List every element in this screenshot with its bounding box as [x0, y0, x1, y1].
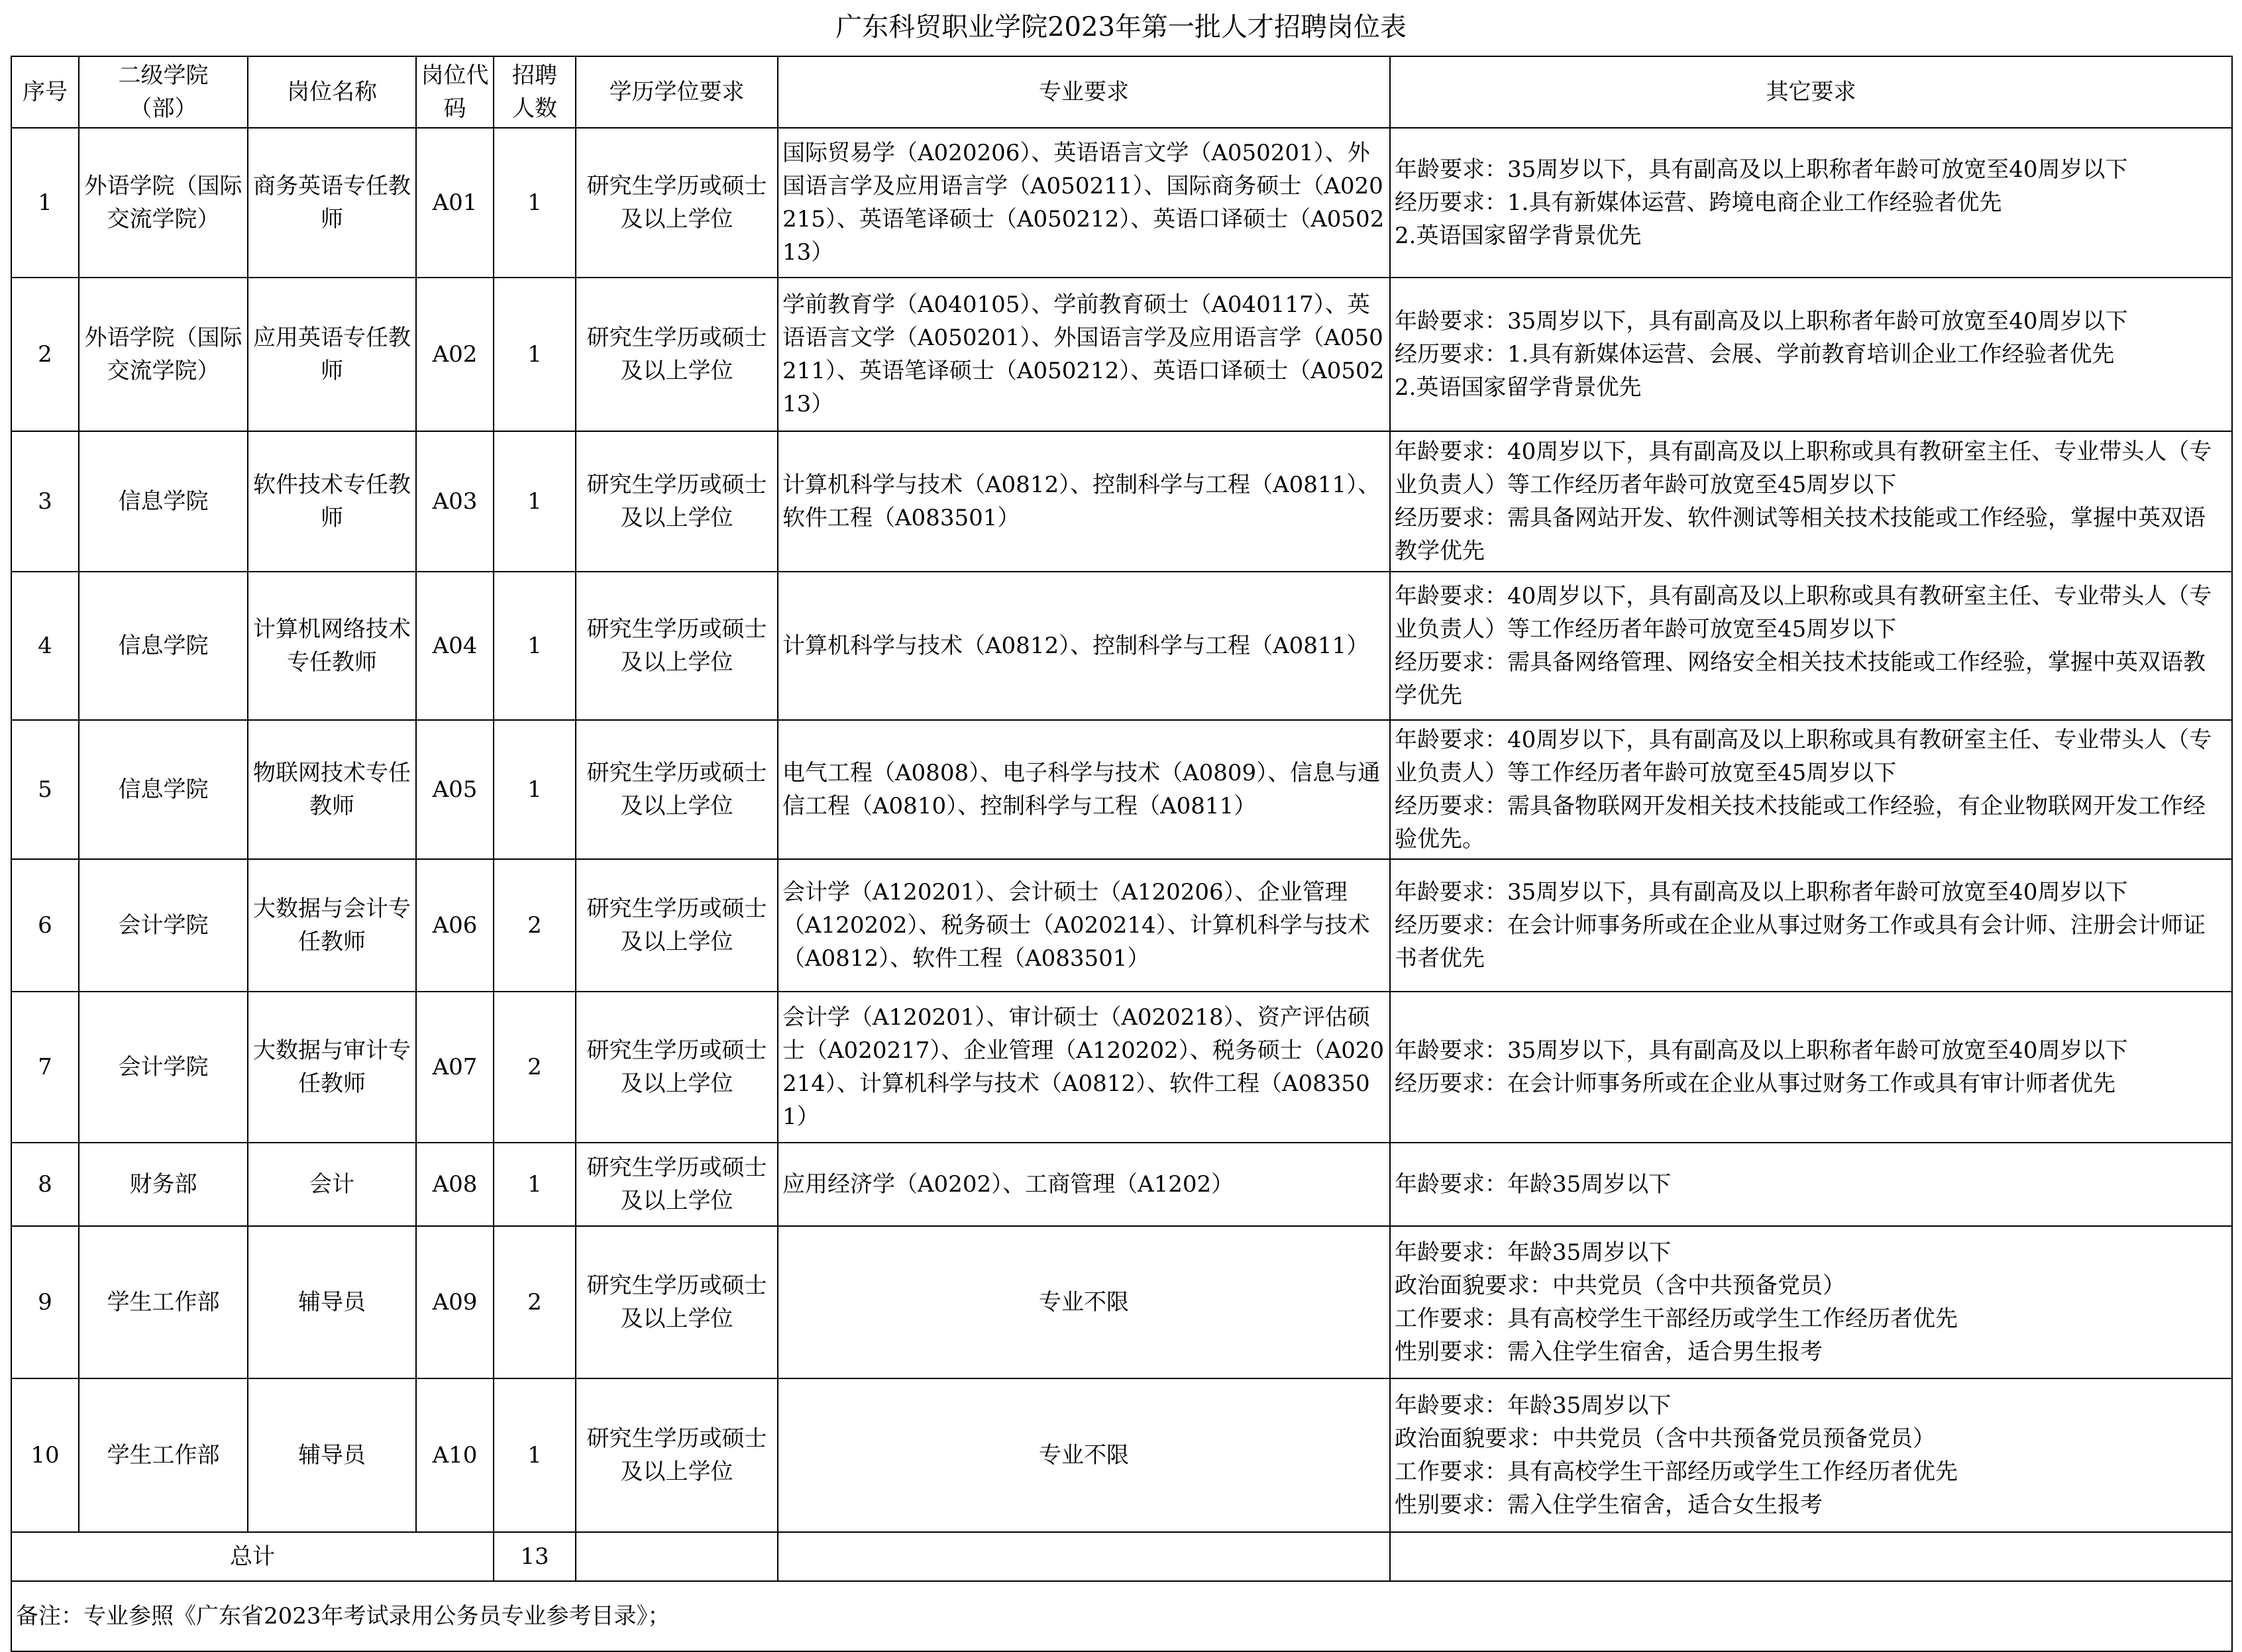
other-line: 年龄要求：35周岁以下，具有副高及以上职称者年龄可放宽至40周岁以下: [1395, 308, 2128, 335]
cell-education: 研究生学历或硕士及以上学位: [576, 128, 778, 278]
other-line: 经历要求：1.具有新媒体运营、跨境电商企业工作经验者优先: [1395, 189, 2002, 216]
other-line: 政治面貌要求：中共党员（含中共预备党员）: [1395, 1272, 1845, 1299]
cell-seq: 7: [11, 992, 79, 1143]
table-row: [11, 1226, 2232, 1378]
cell-other: [1390, 1226, 2232, 1378]
cell-other: [1390, 859, 2232, 992]
cell-count: 1: [494, 431, 576, 572]
other-line: 年龄要求：年龄35周岁以下: [1395, 1171, 1672, 1198]
cell-other: [1390, 720, 2232, 859]
header-seq: 序号: [11, 56, 79, 128]
other-line: 政治面貌要求：中共党员（含中共预备党员预备党员）: [1395, 1425, 1935, 1452]
cell-education: 研究生学历或硕士及以上学位: [576, 720, 778, 859]
other-line: 工作要求：具有高校学生干部经历或学生工作经历者优先: [1395, 1306, 1958, 1332]
other-line: 年龄要求：40周岁以下，具有副高及以上职称或具有教研室主任、专业带头人（专业负责人）等工作经历者年龄可放宽至45周岁以下: [1395, 439, 2212, 498]
other-line: 工作要求：具有高校学生干部经历或学生工作经历者优先: [1395, 1459, 1958, 1485]
cell-position: 商务英语专任教师: [248, 128, 416, 278]
cell-position: 应用英语专任教师: [248, 278, 416, 431]
table-row: [11, 992, 2232, 1143]
other-line: 经历要求：在会计师事务所或在企业从事过财务工作或具有会计师、注册会计师证书者优先: [1395, 912, 2206, 972]
cell-dept: 外语学院（国际交流学院）: [79, 128, 248, 278]
cell-education: 研究生学历或硕士及以上学位: [576, 1143, 778, 1226]
total-label: 总计: [11, 1532, 494, 1581]
cell-education: 研究生学历或硕士及以上学位: [576, 278, 778, 431]
cell-count: 1: [494, 572, 576, 720]
table-row: [11, 431, 2232, 572]
cell-education: 研究生学历或硕士及以上学位: [576, 572, 778, 720]
cell-seq: 10: [11, 1378, 79, 1532]
header-code-line1: 岗位代: [421, 62, 489, 89]
cell-other: [1390, 1143, 2232, 1226]
cell-seq: 3: [11, 431, 79, 572]
cell-dept: 财务部: [79, 1143, 248, 1226]
header-dept: [79, 56, 248, 128]
cell-dept: 外语学院（国际交流学院）: [79, 278, 248, 431]
cell-education: 研究生学历或硕士及以上学位: [576, 431, 778, 572]
other-line: 年龄要求：年龄35周岁以下: [1395, 1392, 1672, 1419]
total-row: [11, 1532, 2232, 1581]
note-text: 备注：专业参照《广东省2023年考试录用公务员专业参考目录》；: [11, 1581, 2232, 1651]
cell-other: [1390, 431, 2232, 572]
cell-position: 大数据与会计专任教师: [248, 859, 416, 992]
header-count-line1: 招聘: [512, 62, 557, 89]
cell-major: 会计学（A120201）、审计硕士（A020218）、资产评估硕士（A020217）、企业管理（A120202）、税务硕士（A020214）、计算机科学与技术（A0812）、软件工程（A083501）: [778, 992, 1390, 1143]
cell-count: 2: [494, 992, 576, 1143]
cell-code: A03: [416, 431, 494, 572]
cell-education: 研究生学历或硕士及以上学位: [576, 1226, 778, 1378]
header-education: 学历学位要求: [576, 56, 778, 128]
cell-seq: 9: [11, 1226, 79, 1378]
cell-dept: 学生工作部: [79, 1226, 248, 1378]
other-line: 2.英语国家留学背景优先: [1395, 374, 1642, 401]
table-row: [11, 1378, 2232, 1532]
total-empty-major: [778, 1532, 1390, 1581]
cell-dept: 会计学院: [79, 992, 248, 1143]
cell-position: 会计: [248, 1143, 416, 1226]
cell-seq: 1: [11, 128, 79, 278]
cell-other: [1390, 278, 2232, 431]
cell-count: 1: [494, 720, 576, 859]
total-empty-other: [1390, 1532, 2232, 1581]
cell-position: 大数据与审计专任教师: [248, 992, 416, 1143]
table-row: [11, 278, 2232, 431]
cell-position: 辅导员: [248, 1378, 416, 1532]
cell-major: 专业不限: [778, 1226, 1390, 1378]
note-row: [11, 1581, 2232, 1651]
cell-count: 1: [494, 128, 576, 278]
other-line: 2.英语国家留学背景优先: [1395, 223, 1642, 249]
header-count-line2: 人数: [512, 95, 557, 122]
other-line: 年龄要求：35周岁以下，具有副高及以上职称者年龄可放宽至40周岁以下: [1395, 879, 2128, 905]
cell-code: A10: [416, 1378, 494, 1532]
cell-count: 1: [494, 1378, 576, 1532]
cell-major: 计算机科学与技术（A0812）、控制科学与工程（A0811）: [778, 572, 1390, 720]
header-other: 其它要求: [1390, 56, 2232, 128]
other-line: 年龄要求：35周岁以下，具有副高及以上职称者年龄可放宽至40周岁以下: [1395, 1037, 2128, 1064]
cell-code: A07: [416, 992, 494, 1143]
cell-other: [1390, 128, 2232, 278]
other-line: 经历要求：在会计师事务所或在企业从事过财务工作或具有审计师者优先: [1395, 1070, 2115, 1097]
cell-seq: 4: [11, 572, 79, 720]
cell-dept: 会计学院: [79, 859, 248, 992]
other-line: 年龄要求：40周岁以下，具有副高及以上职称或具有教研室主任、专业带头人（专业负责人）等工作经历者年龄可放宽至45周岁以下: [1395, 727, 2212, 786]
cell-other: [1390, 572, 2232, 720]
table-row: [11, 572, 2232, 720]
cell-major: 电气工程（A0808）、电子科学与技术（A0809）、信息与通信工程（A0810）、控制科学与工程（A0811）: [778, 720, 1390, 859]
cell-other: [1390, 992, 2232, 1143]
cell-code: A09: [416, 1226, 494, 1378]
cell-other: [1390, 1378, 2232, 1532]
other-line: 经历要求：需具备网站开发、软件测试等相关技术技能或工作经验，掌握中英双语教学优先: [1395, 505, 2206, 564]
total-empty-education: [576, 1532, 778, 1581]
other-line: 经历要求：需具备网络管理、网络安全相关技术技能或工作经验，掌握中英双语教学优先: [1395, 649, 2206, 709]
cell-education: 研究生学历或硕士及以上学位: [576, 1378, 778, 1532]
cell-dept: 信息学院: [79, 572, 248, 720]
cell-code: A01: [416, 128, 494, 278]
header-position: 岗位名称: [248, 56, 416, 128]
cell-seq: 5: [11, 720, 79, 859]
cell-position: 物联网技术专任教师: [248, 720, 416, 859]
cell-code: A04: [416, 572, 494, 720]
cell-education: 研究生学历或硕士及以上学位: [576, 859, 778, 992]
cell-dept: 学生工作部: [79, 1378, 248, 1532]
cell-major: 学前教育学（A040105）、学前教育硕士（A040117）、英语语言文学（A050201）、外国语言学及应用语言学（A050211）、英语笔译硕士（A050212）、英语口译硕士（A050213）: [778, 278, 1390, 431]
cell-position: 计算机网络技术专任教师: [248, 572, 416, 720]
cell-count: 2: [494, 859, 576, 992]
other-line: 年龄要求：35周岁以下，具有副高及以上职称者年龄可放宽至40周岁以下: [1395, 156, 2128, 183]
total-count: 13: [494, 1532, 576, 1581]
cell-education: 研究生学历或硕士及以上学位: [576, 992, 778, 1143]
cell-code: A06: [416, 859, 494, 992]
table-row: [11, 859, 2232, 992]
header-code: [416, 56, 494, 128]
cell-major: 计算机科学与技术（A0812）、控制科学与工程（A0811）、软件工程（A083501）: [778, 431, 1390, 572]
cell-code: A08: [416, 1143, 494, 1226]
other-line: 年龄要求：40周岁以下，具有副高及以上职称或具有教研室主任、专业带头人（专业负责人）等工作经历者年龄可放宽至45周岁以下: [1395, 583, 2212, 643]
cell-major: 专业不限: [778, 1378, 1390, 1532]
header-row: [11, 56, 2232, 128]
cell-position: 辅导员: [248, 1226, 416, 1378]
cell-code: A02: [416, 278, 494, 431]
recruitment-table: [11, 56, 2233, 1652]
header-major: 专业要求: [778, 56, 1390, 128]
cell-count: 1: [494, 278, 576, 431]
cell-major: 会计学（A120201）、会计硕士（A120206）、企业管理（A120202）、税务硕士（A020214）、计算机科学与技术（A0812）、软件工程（A083501）: [778, 859, 1390, 992]
page-title: 广东科贸职业学院2023年第一批人才招聘岗位表: [835, 12, 1407, 42]
cell-count: 1: [494, 1143, 576, 1226]
header-dept-line2: （部）: [129, 95, 197, 122]
cell-dept: 信息学院: [79, 720, 248, 859]
cell-seq: 6: [11, 859, 79, 992]
cell-seq: 2: [11, 278, 79, 431]
cell-code: A05: [416, 720, 494, 859]
cell-count: 2: [494, 1226, 576, 1378]
table-row: [11, 720, 2232, 859]
cell-major: 国际贸易学（A020206）、英语语言文学（A050201）、外国语言学及应用语言学（A050211）、国际商务硕士（A020215）、英语笔译硕士（A050212）、英语口译硕士（A050213）: [778, 128, 1390, 278]
table-row: [11, 1143, 2232, 1226]
cell-major: 应用经济学（A0202）、工商管理（A1202）: [778, 1143, 1390, 1226]
header-code-line2: 码: [443, 95, 466, 122]
header-dept-line1: 二级学院: [118, 62, 209, 89]
other-line: 经历要求：1.具有新媒体运营、会展、学前教育培训企业工作经验者优先: [1395, 341, 2115, 368]
cell-dept: 信息学院: [79, 431, 248, 572]
header-count: [494, 56, 576, 128]
other-line: 年龄要求：年龄35周岁以下: [1395, 1239, 1672, 1266]
cell-position: 软件技术专任教师: [248, 431, 416, 572]
cell-seq: 8: [11, 1143, 79, 1226]
other-line: 性别要求：需入住学生宿舍，适合女生报考: [1395, 1492, 1823, 1518]
other-line: 经历要求：需具备物联网开发相关技术技能或工作经验，有企业物联网开发工作经验优先。: [1395, 793, 2206, 852]
other-line: 性别要求：需入住学生宿舍，适合男生报考: [1395, 1339, 1823, 1365]
table-row: [11, 128, 2232, 278]
